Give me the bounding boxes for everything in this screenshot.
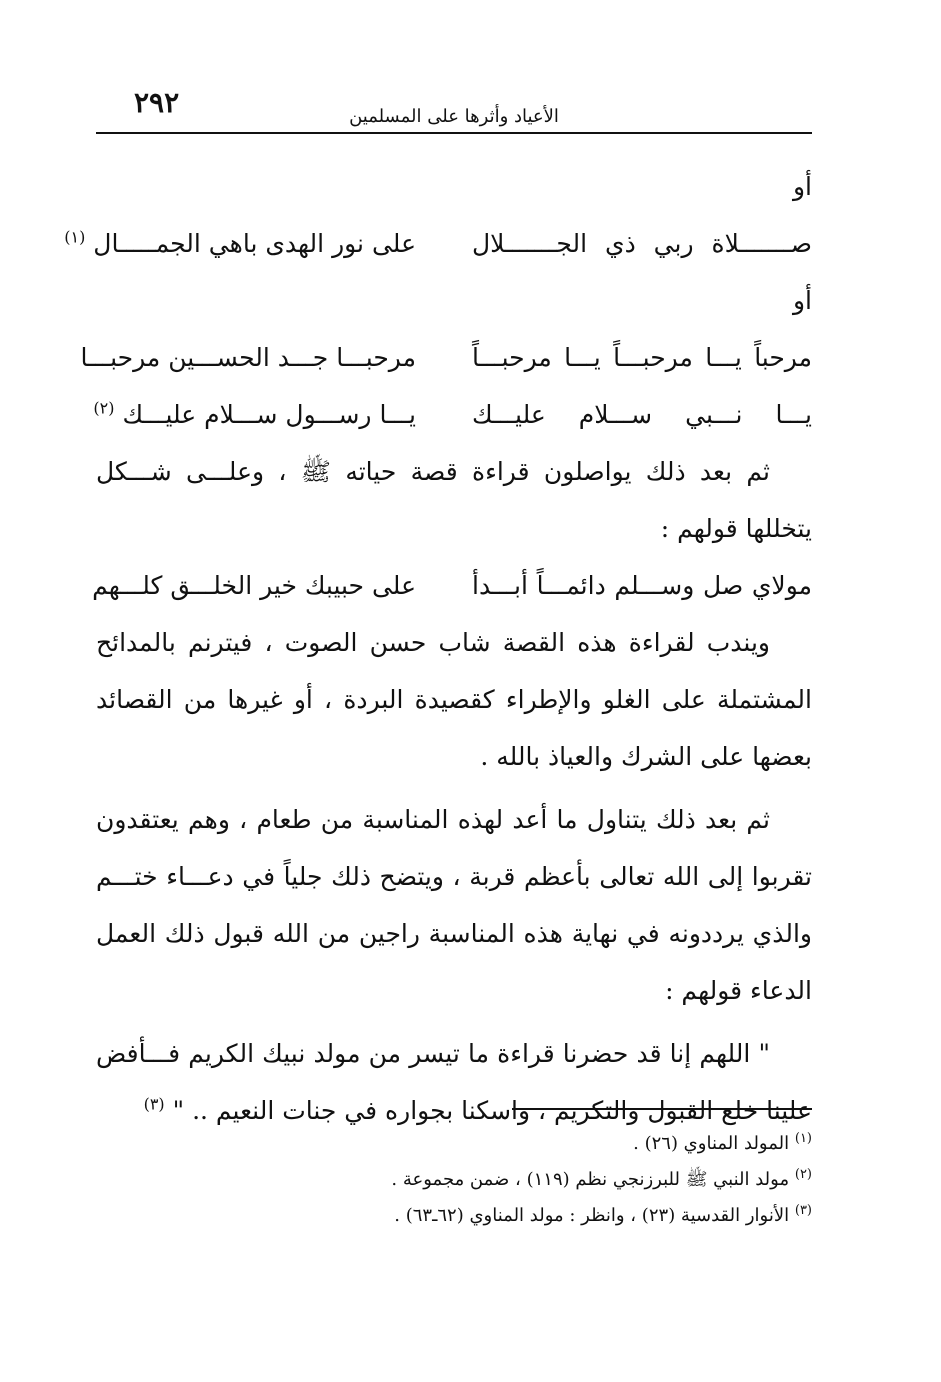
footnotes bbox=[96, 1126, 812, 1234]
footnote-number: (٢) bbox=[794, 1167, 812, 1182]
poem-verse bbox=[80, 329, 812, 386]
paragraph-line bbox=[96, 1025, 812, 1082]
verse-second-half-text: على نور الهدى باهي الجمـــــال bbox=[93, 229, 416, 258]
verse-first-half: مرحباً يـــا مرحبـــاً يـــا مرحبـــاً bbox=[472, 343, 812, 372]
conjunction-or: أو bbox=[792, 286, 812, 315]
verse-first-half: صـــــــلاة ربي ذي الجـــــــلال bbox=[472, 229, 812, 258]
footnote-text: الأنوار القدسية (٢٣) ، وانظر : مولد المناوي (٦٢ـ٦٣) . bbox=[394, 1205, 790, 1226]
verse-second-half bbox=[64, 215, 416, 272]
poem-verse bbox=[93, 386, 812, 443]
verse-first-half: مولاي صل وســـلم دائمـــاً أبـــدأ bbox=[472, 571, 812, 600]
paragraph-line bbox=[96, 614, 812, 671]
verse-second-half: على حبيبك خير الخلـــق كلـــهم bbox=[92, 571, 416, 600]
paragraph-text: " اللهم إنا قد حضرنا قراءة ما تيسر من مولد نبيك الكريم فـــأفض bbox=[96, 1039, 770, 1068]
paragraph-line bbox=[96, 791, 812, 848]
main-text bbox=[64, 158, 812, 1139]
running-title: الأعياد وأثرها على المسلمين bbox=[349, 106, 559, 127]
verse-first-half: يـــا نـــبي ســـلام عليـــك bbox=[472, 400, 812, 429]
paragraph-line: بعضها على الشرك والعياذ بالله . bbox=[480, 742, 812, 771]
paragraph-text: علينا خلع القبول والتكريم ، واسكنا بجواره في جنات النعيم .. " bbox=[172, 1096, 812, 1125]
footnote-item bbox=[96, 1162, 812, 1198]
verse-second-half bbox=[93, 386, 416, 443]
footnote-item bbox=[96, 1198, 812, 1234]
paragraph-line: والذي يرددونه في نهاية هذه المناسبة راجين من الله قبول ذلك العمل bbox=[96, 919, 812, 948]
verse-second-half-text: يـــا رســـول ســـلام عليـــك bbox=[122, 400, 416, 429]
paragraph-line: المشتملة على الغلو والإطراء كقصيدة البردة ، أو غيرها من القصائد bbox=[96, 685, 812, 714]
paragraph-text: ويندب لقراءة هذه القصة شاب حسن الصوت ، فيترنم بالمدائح bbox=[96, 628, 770, 657]
footnote-item bbox=[96, 1126, 812, 1162]
conjunction-or: أو bbox=[792, 172, 812, 201]
paragraph-line bbox=[96, 443, 812, 500]
page-header bbox=[96, 78, 812, 134]
paragraph-line: تقربوا إلى الله تعالى بأعظم قربة ، ويتضح ذلك جلياً في دعـــاء ختـــم bbox=[96, 862, 812, 891]
paragraph-text: ثم بعد ذلك يتناول ما أعد لهذه المناسبة من طعام ، وهم يعتقدون bbox=[96, 805, 770, 834]
book-page bbox=[64, 78, 812, 1226]
paragraph-line: يتخللها قولهم : bbox=[660, 514, 812, 543]
footnote-text: مولد النبي ﷺ للبرزنجي نظم (١١٩) ، ضمن مجموعة . bbox=[391, 1169, 790, 1190]
paragraph-text: ثم بعد ذلك يواصلون قراءة قصة حياته ﷺ ، وعلـــى شـــكل bbox=[96, 457, 770, 486]
footnote-number: (١) bbox=[794, 1131, 812, 1146]
poem-verse bbox=[92, 557, 812, 614]
poem-verse bbox=[64, 215, 812, 272]
verse-second-half: مرحبـــا جـــد الحســـين مرحبـــا bbox=[80, 343, 416, 372]
footnote-separator bbox=[512, 1108, 812, 1110]
footnote-text: المولد المناوي (٢٦) . bbox=[633, 1133, 790, 1154]
footnote-reference[interactable]: (١) bbox=[64, 227, 86, 247]
footnote-reference[interactable]: (٢) bbox=[93, 398, 115, 418]
paragraph-line: الدعاء قولهم : bbox=[665, 976, 812, 1005]
footnote-reference[interactable]: (٣) bbox=[143, 1094, 165, 1114]
footnote-number: (٣) bbox=[794, 1203, 812, 1218]
page-number: ٢٩٢ bbox=[134, 86, 180, 119]
